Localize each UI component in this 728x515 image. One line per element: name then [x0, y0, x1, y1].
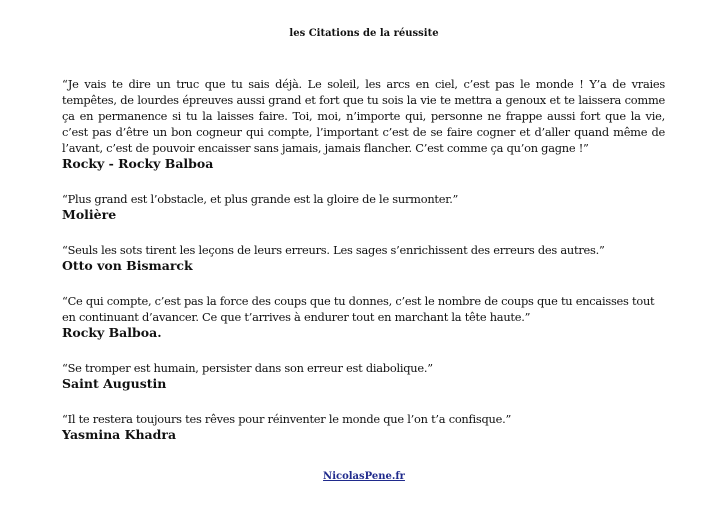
quote-text: “Plus grand est l’obstacle, et plus grande est la gloire de le surmonter.”	[62, 192, 459, 206]
quote-author: Saint Augustin	[62, 376, 167, 391]
quote-item	[62, 242, 665, 274]
quote-list	[62, 76, 665, 462]
quote-item	[62, 360, 665, 392]
quote-item	[62, 293, 665, 341]
quote-item	[62, 76, 665, 172]
quote-text: “Ce qui compte, c’est pas la force des coups que tu donnes, c’est le nombre de coups que tu encaisses tout en continuant d’avancer. Ce que t’arrives à endurer tout en marchant la tête haute.”	[62, 294, 655, 324]
quote-text: “Se tromper est humain, persister dans son erreur est diabolique.”	[62, 361, 433, 375]
quote-author: Rocky - Rocky Balboa	[62, 156, 214, 171]
quote-author: Rocky Balboa.	[62, 325, 162, 340]
quote-author: Otto von Bismarck	[62, 258, 193, 273]
quote-item	[62, 191, 665, 223]
quote-text: “Il te restera toujours tes rêves pour réinventer le monde que l’on t’a confisque.”	[62, 412, 512, 426]
quote-author: Yasmina Khadra	[62, 427, 177, 442]
footer	[0, 471, 728, 482]
quote-author: Molière	[62, 207, 117, 222]
quote-text: “Seuls les sots tirent les leçons de leurs erreurs. Les sages s’enrichissent des erreurs des autres.”	[62, 243, 605, 257]
quote-item	[62, 411, 665, 443]
footer-site-link[interactable]: NicolasPene.fr	[323, 471, 405, 482]
quote-text: “Je vais te dire un truc que tu sais déjà. Le soleil, les arcs en ciel, c’est pas le monde ! Y’a de vraies tempêtes, de lourdes épreuves aussi grand et fort que tu sois la vie te mettra a genoux et te laissera comme ça en permanence si tu la laisses faire. Toi, moi, n’importe qui, personne ne frappe aussi fort que la vie, c’est pas d’être un bon cogneur qui compte, l’important c’est de se faire cogner et d’aller quand même de l’avant, c’est de pouvoir encaisser sans jamais, jamais flancher. C’est comme ça qu’on gagne !”	[62, 77, 665, 155]
page-title: les Citations de la réussite	[289, 28, 439, 39]
